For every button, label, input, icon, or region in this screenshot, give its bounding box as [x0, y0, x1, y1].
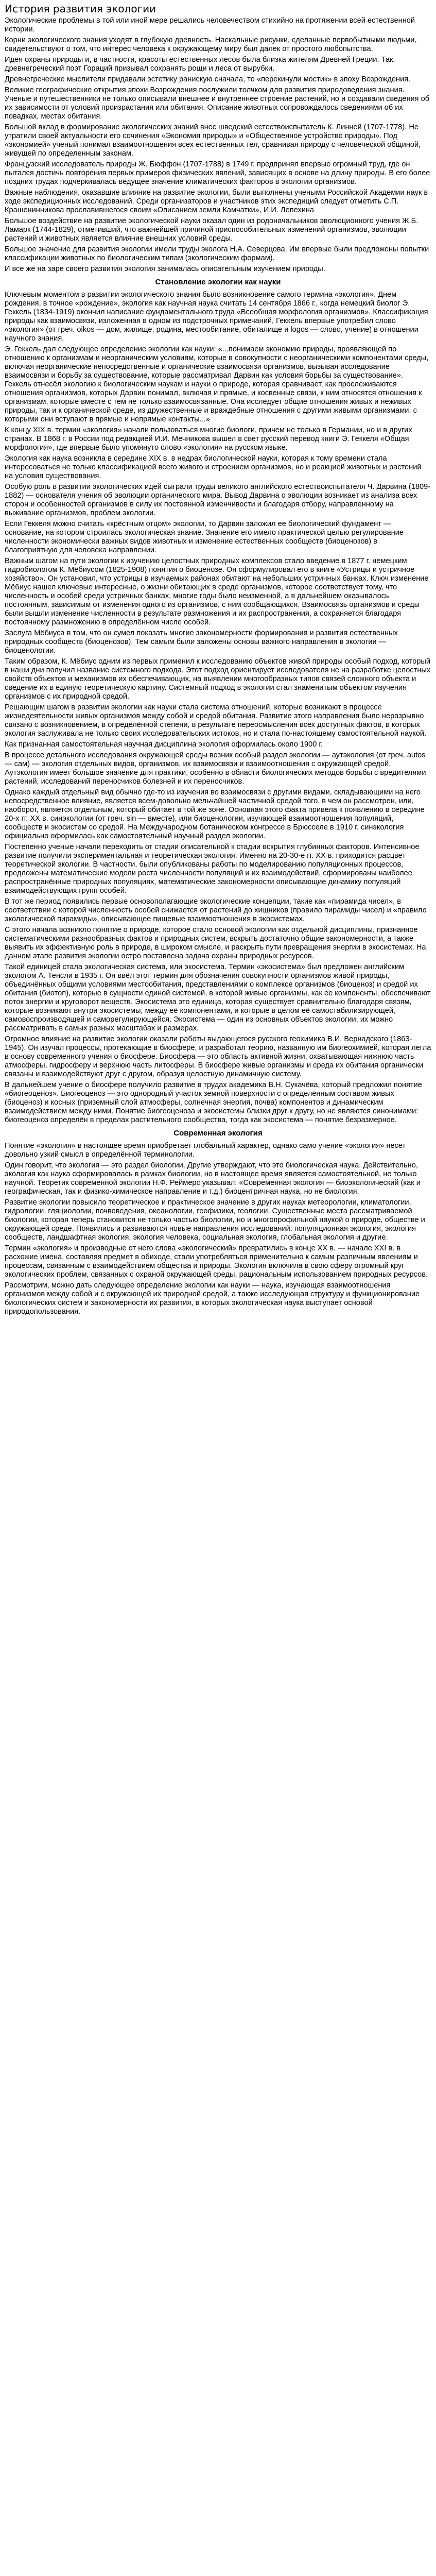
paragraph: К концу XIX в. термин «экология» начали пользоваться многие биологи, причем не только в Германии, но и в других странах. В 1868 г. в России под редакцией И.И. Мечникова вышел в свет русский перевод книги Э. Геккеля «Общая морфология», где впервые было упомянуто слово «экология» на русском языке.: [5, 426, 412, 452]
paragraph: Большое воздействие на развитие экологической науки оказал один из родоначальников эволюционного учения Ж.Б. Ламарк (1744-1829), отметивший, что важнейшей причиной приспособительных изменений организмов, эволюции растений и животных является влияние внешних условий среды.: [5, 217, 418, 243]
paragraph: Особую роль в развитии экологических идей сыграли труды великого английского естествоиспытателя Ч. Дарвина (1809-1882) — основателя учения об эволюции органического мира. Вывод Дарвина о эволюции возникает из анализа всех сторон и особенностей организмов в силу их постоянной изменчивости и благодаря отбору, направленному на выживание организмов, проблем экологии.: [5, 483, 431, 517]
intro-section: [5, 16, 431, 274]
paragraph: Понятие «экология» в настоящее время приобретает глобальный характер, однако само учение «экология» несет довольно узкий смысл в определённой терминологии.: [5, 1142, 406, 1159]
paragraph: Большое значение для развития экологии имели труды эколога Н.А. Северцова. Им впервые были предложены попытки классификации животных по биологическим типам (экологическим формам).: [5, 245, 429, 262]
paragraph: Корни экологического знания уходят в глубокую древность. Наскальные рисунки, сделанные первобытными людьми, свидетельствуют о том, что интерес человека к окружающему миру был далек от простого любопытства.: [5, 36, 417, 53]
paragraph: Важным шагом на пути экологии к изучению целостных природных комплексов стало введение в 1877 г. немецким гидробиологом К. Мёбиусом (1825-1908) понятия о биоценозе. Он сформулировал его в книге «Устрицы и устричное хозяйство». Он установил, что устрицы в изучаемых районах обитают на небольших устричных банках. Ключ изменение Мёбиус нашел ключевые интересные, о жизни обитающих в среде организмов, которое соответствует тому, что численность и особей среди устричных банках, многие годы было неизменной, а в дальнейшем оказывалось постоянным, зависимым от изменения одного из организмов, с ним сообщающихся. Взаимосвязь организмов и среды были вышли изменение численности в результате размножения и их распространения, а сохраняется благодаря постоянному размножению в определённом числе особей.: [5, 557, 429, 626]
paragraph: Экологические проблемы в той или иной мере решались человечеством стихийно на протяжении всей естественной истории.: [5, 16, 415, 33]
paragraph: Великие географические открытия эпохи Возрождения послужили толчком для развития природоведения знания. Ученые и путешественники не только описывали внешнее и внутреннее строение растений, но и создавали сведения об их зависимости от условий произрастания или обитания. Описание животных сопровождалось сведениями об их повадках, местах обитания.: [5, 86, 430, 121]
paragraph: Важные наблюдения, оказавшие влияние на развитие экологии, были выполнены учеными Российской Академии наук в ходе экспедиционных исследований. Среди организаторов и участников этих экспедиций следует отметить С.П. Крашенинникова прославившегося своим «Описанием земли Камчатки», И.И. Лепехина: [5, 189, 428, 214]
paragraph: И все же на заре своего развития экология занималась описательным изучением природы.: [5, 265, 325, 273]
paragraph: Э. Геккель дал следующее определение экологии как науки: «...понимаем экономию природы, проявляющей по отношению к организмам и неорганическим условиям, которые в совокупности с неорганическими компонентами среды, включая неорганические непосредственные и органические взаимосвязи организмов, вызывая исследование взаимосвязи и борьбу за существование, которые рассматривал Дарвин как условия борьбы за существование». Геккель отнесёл экологию к биологическим наукам и науки о природе, которая сравнивает, как прослеживаются отношения организмов, которых Дарвин понимал, включая и прямые, и косвенные связи, к ним относятся отношения к организмам, которые вместе с тем не только взаимосвязанные. Она исследует общие отношения живых и неживых природы, так и к органической среде, из дружественные и враждебные отношения с другими живыми организмами, с которыми они вступают в прямые и непрямые контакты...»: [5, 345, 429, 423]
section-heading-modern: Современная экология: [173, 1129, 263, 1138]
paragraph: Рассмотрим, можно дать следующее определение экологии как науки — наука, изучающая взаимоотношения организмов между собой и с окружающей их природной средой, а также исследующая структуру и функционирование биологических систем и закономерности их развития, в которых экологическая наука выступает основой природопользования.: [5, 1281, 420, 1316]
modern-section: [5, 1142, 431, 1316]
paragraph: Решающим шагом в развитии экологии как науки стала система отношений, которые возникают в процессе жизнедеятельности живых организмов между собой и средой обитания. Развитие этого направления было неразрывно связано с возникновением, в определённой степени, в результате переосмысления всех доступных фактов, в которых экология заслуживала не только своих исследовательских истоков, но и стала по-настоящему самостоятельной наукой.: [5, 703, 427, 738]
paragraph: Если Геккеля можно считать «крёстным отцом» экологии, то Дарвин заложил ее биологический фундамент — основание, на котором строилась экологическая знание. Значение его имело практической целью регулирование численности экономически важных видов животных и изменение естественных сообществ (биоценозов) в благоприятную для человека направлении.: [5, 520, 404, 554]
paragraph: Такой единицей стала экологическая система, или экосистема. Термин «экосистема» был предложен английским экологом А. Тенсли в 1935 г. Он ввёл этот термин для обозначения совокупности организмов живой природы, объединённых общими условиями местообитания, представлениями о комплексе организмов (биоценоз) и средой их обитания (биотоп), которые в сущности единой системой, в которой живые организмы, как ее компоненты, обеспечивают поток энергии и круговорот веществ. Экосистема это единица, которая существует сравнительно благодаря связям, которые возникают внутри экосистемы, между её компонентами, и которые в целом её самостабилизирующей, самовоспроизводящей и саморегулирующейся. Экосистема — один из основных объектов экологии, их можно рассматривать в самых разных масштабах и размерах.: [5, 963, 431, 1032]
paragraph: Древнегреческие мыслители придавали эстетику ранискую сначала, то «перекинули мостик» в эпоху Возрождения.: [5, 75, 411, 83]
page-title: История развития экологии: [5, 3, 156, 15]
paragraph: Французский исследователь природы Ж. Бюффон (1707-1788) в 1749 г. предпринял впервые огромный труд, где он пытался достичь повторения первых примеров физических явлений, зависящих в основе на длину природы. В его более поздних трудах подчеркивалась ведущее значение климатических факторов в экологии организмов.: [5, 160, 430, 186]
paragraph: Однако каждый отдельный вид обычно где-то из изучения во взаимосвязи с другими видами, складывающими на него непосредственное влияние, является всем-довольно мельчайшей частичной средой того, в чем он рассмотрен, или, наоборот, является отдельным, который обитает в той же зоне. Основная этого факта привела к появлению в середине 20-х гг. XX в. синэкологии (от греч. sin — вместе), или биоценологии, изучающей взаимоотношения популяций, сообществ и экосистем со средой. На Международном ботаническом конгрессе в Брюсселе в 1910 г. синэкология официально оформилась как самостоятельный научный раздел экологии.: [5, 788, 425, 840]
paragraph: Постепенно ученые начали переходить от стадии описательной к стадии вскрытия глубинных факторов. Интенсивное развитие получили экспериментальная и теоретическая экология. Именно на 20-30-е гг. XX в. приходится расцвет теоретической экологии. В частности, были опубликованы работы по моделированию популяционных процессов, предложены математические модели роста численности популяций и их взаимодействий, сформированы наиболее распространённые природных популяциях, математические закономерности описывающие динамику популяций взаимодействующих групп особей.: [5, 843, 420, 895]
paragraph: Большой вклад в формирование экологических знаний внес шведский естествоиспытатель К. Линней (1707-1778). Не утратили своей актуальности его сочинения «Экономия природы» и «Общественное устройство природы». Под «экономией» ученый понимал взаимоотношения всех естественных тел, сравнивая природу с человеческой общиной, живущей по определенным законам.: [5, 123, 421, 158]
paragraph: Идея охраны природы и, в частности, красоты естественных лесов была близка жителям Древней Греции. Так, древнегреческий поэт Гораций призывал сохранять рощи и леса от вырубки.: [5, 56, 395, 73]
paragraph: Один говорит, что экология — это раздел биологии. Другие утверждают, что это биологическая наука. Действительно, экология как наука сформировалась в рамках биологии, но в настоящее время является самостоятельной, не только научной. Теоретик современной экологии Н.Ф. Реймерс указывал: «Современная экология — биоэкологический (как и географическая, так и физико-химическое направление и т.д.) биоцентричная наука, но не биология.: [5, 1161, 421, 1196]
paragraph: В процессе детального исследования окружающей среды возник особый раздел экологии — аутэкология (от греч. autos — сам) — экология отдельных видов, организмов, их взаимосвязи и взаимоотношения с окружающей средой. Аутэкология имеет большое значение для практики, особенно в области биологических методов борьбы с вредителями растений, исследований переносчиков болезней и их переносчиков.: [5, 751, 426, 786]
paragraph: Как признанная самостоятельная научная дисциплина экология оформилась около 1900 г.: [5, 740, 323, 749]
paragraph: С этого начала возникло понятие о природе, которое стало основой экологии как отдельной дисциплины, признанное систематическими разнообразных фактов и природных систем, вскрыть достаточно общие закономерности, а также выявить их эффективную роль в природе, в широком смысле, и раскрыть пути превращения энергии в экосистемах. На данном этапе развития экологии остро поставлена задача охраны природных ресурсов.: [5, 926, 426, 960]
paragraph: Развитие экологии повысило теоретическое и практическое значение в других науках метеорологии, климатологии, гидрологии, гляциологии, почвоведения, океанологии, геофизики, геологии. Существенные места рассматриваемой биологии, которая теперь становится не только частью биологии, но и многопрофильной наукой о природе, обществе и окружающей среде. Появились и развиваются новые направления исследований: популяционная экология, экология сообществ, ландшафтная экология, экология человека, социальная экология, глобальная экология и другие.: [5, 1198, 425, 1242]
paragraph: Термин «экология» и производные от него слова «экологический» превратились в конце XX в. — начале XXI в. в расхожие имена, составляя предмет в обиходе, стали употребляться применительно к самым различным явлениям и процессам, связанным с взаимодействием общества и природы. Экология включила в свою сферу огромный круг экологических проблем, связанных с охраной окружающей среды, рациональным использованием природных ресурсов.: [5, 1244, 428, 1279]
formation-section: [5, 291, 431, 1125]
paragraph: Таким образом, К. Мёбиус одним из первых применил к исследованию объектов живой природы особый подход, который в наши дни получил название системного подхода. Этот подход ориентирует исследователя не на разработке целостных свойств объектов и механизмов их обеспечивающих, на выявлении многообразных типов связей сложного объекта и сведение их в единую теоретическую картину. Системный подход в экологии стал знаменитым объектом изучения организмов с их природной средой.: [5, 657, 431, 701]
paragraph: Ключевым моментом в развитии экологического знания было возникновение самого термина «экология». Днем рождения, в точное «рождение», экология как научная наука считать 14 сентября 1866 г., когда немецкий биолог Э. Геккель (1834-1919) окончил написание фундаментального труда «Всеобщая морфология организмов». Классификация природы как взаимосвязи, изложенная в одном из подстрочных примечаний, Геккель впервые употребил слово «экология» (от греч. oikos — дом, жилище, родина, местообитание, обиталище и logos — слово, учение) в отношении научного знания.: [5, 291, 428, 343]
section-heading-formation: Становление экологии как науки: [155, 278, 281, 286]
paragraph: Экология как наука возникла в середине XIX в. в недрах биологической науки, которая к тому времени стала интересоваться не только классификацией всего живого и строением организмов, но и реакцией животных и растений на условия существования.: [5, 454, 422, 480]
paragraph: В дальнейшем учение о биосфере получило развитие в трудах академика В.Н. Сукачёва, который предложил понятие «биогеоценоз». Биогеоценоз — это однородный участок земной поверхности с определённым составом живых (биоценоз) и косных (приземный слой атмосферы, солнечная энергия, почва) компонентов и динамическим взаимодействием между ними. Понятие биогеоценоза и экосистемы близки друг к другу, но не являются синонимами: биогеоценоз определён в пределах растительного сообщества, тогда как экосистема — понятие безразмерное.: [5, 1081, 422, 1124]
paragraph: Огромное влияние на развитие экологии оказали работы выдающегося русского геохимика В.И. Вернадского (1863-1945). Он изучал процессы, протекающие в биосфере, и разработал теорию, названную им биогеохимией, которая легла в основу современного учения о биосфере. Биосфера — это область активной жизни, охватывающая нижнюю часть атмосферы, гидросферу и верхнюю часть литосферы. В биосфере живые организмы и среда их обитания органически связаны и взаимодействуют друг с другом, образуя целостную динамичную систему.: [5, 1035, 431, 1078]
paragraph: В тот же период появились первые основополагающие экологические концепции, такие как «пирамида чисел», в соответствии с которой численность особей снижается от растений до хищников (правило пирамиды чисел) и «правило экологической пирамиды», описывающее пищевые взаимоотношения в экосистемах.: [5, 897, 427, 923]
paragraph: Заслуга Мёбиуса в том, что он сумел показать многие закономерности формирования и развития естественных природных сообществ (биоценозов). Тем самым были заложены основы важного направления в экологии — биоценологии.: [5, 629, 398, 655]
